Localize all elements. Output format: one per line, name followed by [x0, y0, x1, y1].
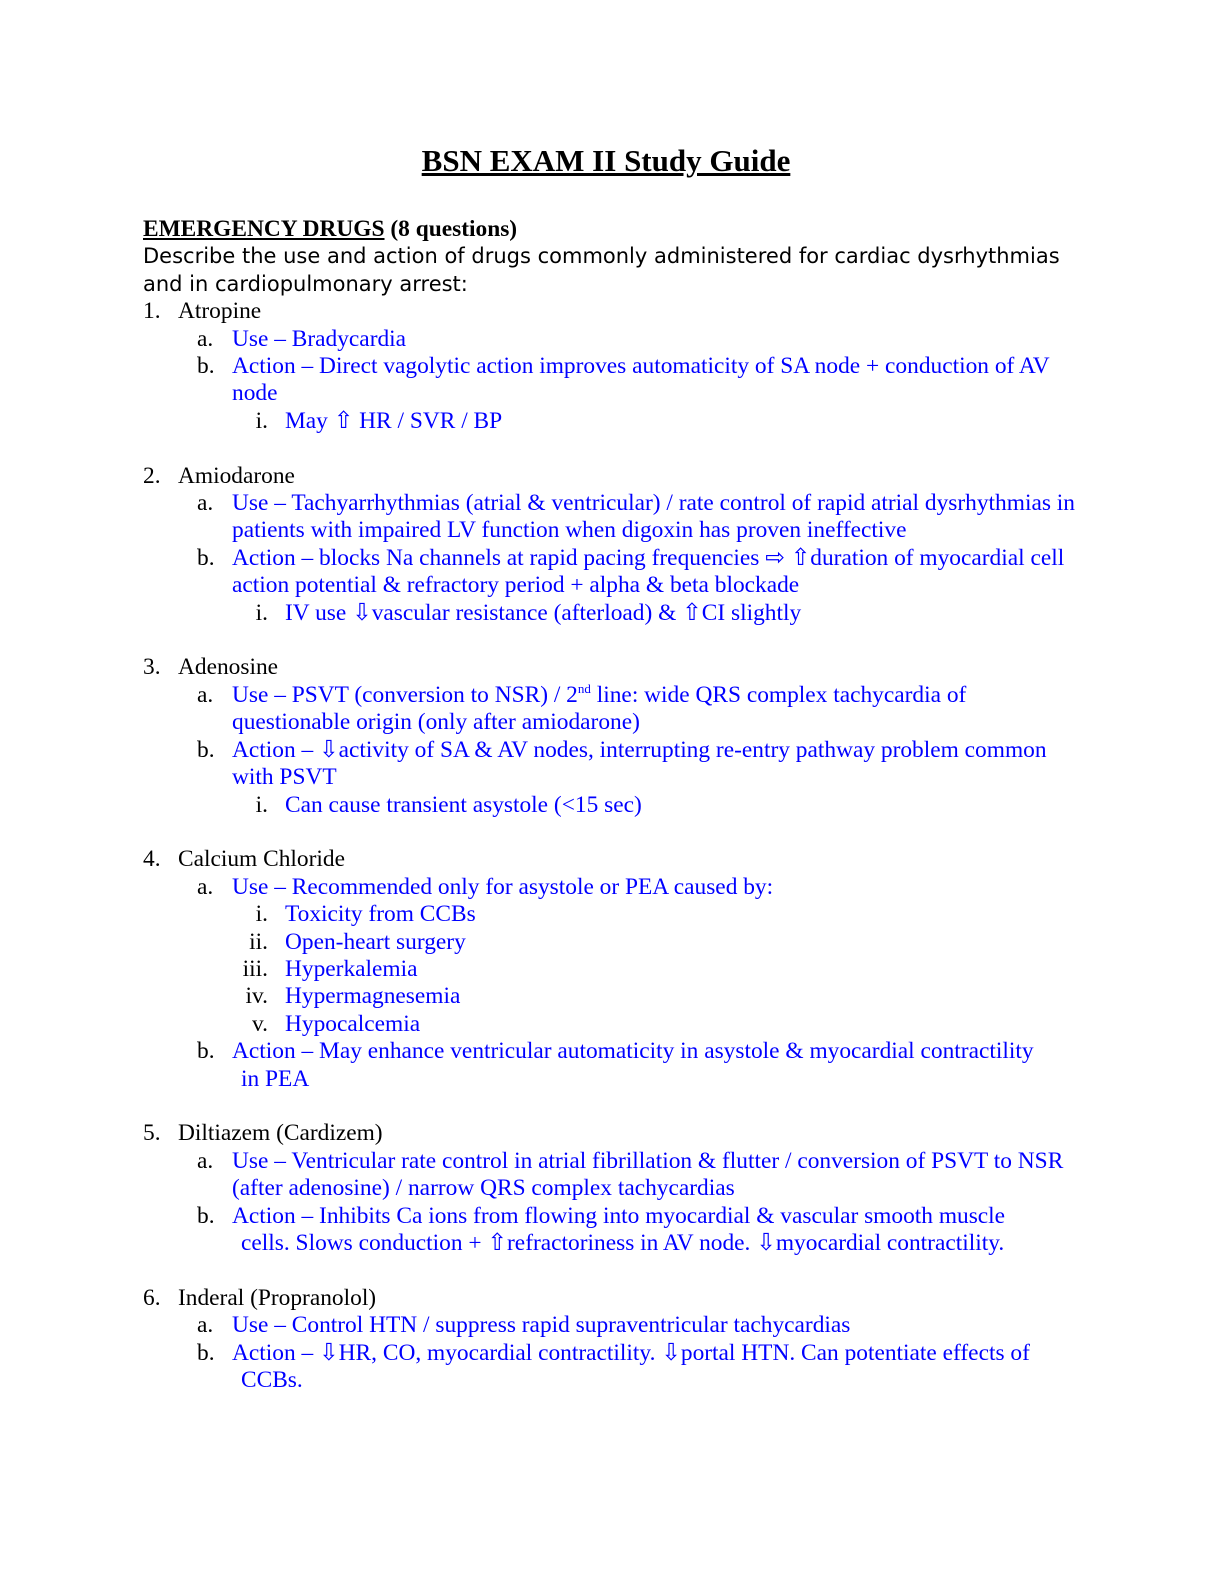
list-label: b.: [197, 353, 215, 380]
drug-action-text: Action – ⇩HR, CO, myocardial contractility. ⇩portal HTN. Can potentiate effects of: [232, 1339, 1030, 1366]
item-number: 6.: [143, 1284, 161, 1311]
drug-name: Atropine: [178, 298, 262, 325]
list-label: iv.: [245, 983, 268, 1010]
drug-use-text: Use – Control HTN / suppress rapid supraventricular tachycardias: [232, 1312, 851, 1339]
list-label: b.: [197, 1038, 215, 1065]
drug-use-cause: [143, 929, 1078, 956]
drug-item-amiodarone: [143, 463, 1078, 490]
section-description: Describe the use and action of drugs commonly administered for cardiac dysrhythmias and in cardiopulmonary arrest:: [143, 244, 1060, 296]
drug-item-atropine: [143, 298, 1078, 325]
spacer: [143, 1257, 1078, 1284]
drug-use: [143, 326, 1078, 353]
question-count: (8 questions): [390, 216, 518, 242]
item-number: 5.: [143, 1120, 161, 1147]
cause-text: Hyperkalemia: [285, 955, 418, 982]
list-label: i.: [255, 791, 268, 818]
drug-use-text: Use – PSVT (conversion to NSR) / 2: [232, 681, 578, 708]
drug-note: [143, 600, 1078, 627]
drug-item-diltiazem: [143, 1120, 1078, 1147]
cause-text: Toxicity from CCBs: [285, 901, 476, 928]
list-label: v.: [251, 1010, 268, 1037]
drug-use: [143, 1312, 1078, 1339]
drug-item-inderal: [143, 1285, 1078, 1312]
study-guide-body: [143, 216, 1078, 1394]
drug-name: Adenosine: [178, 654, 279, 681]
list-label: b.: [197, 1339, 215, 1366]
list-label: b.: [197, 736, 215, 763]
item-number: 4.: [143, 846, 161, 873]
drug-note-text: Can cause transient asystole (<15 sec): [285, 791, 642, 818]
list-label: i.: [255, 901, 268, 928]
cause-text: Hypocalcemia: [285, 1010, 421, 1037]
page-title: BSN EXAM II Study Guide: [421, 143, 791, 178]
drug-action: [143, 1038, 1078, 1093]
drug-action-text: Action – May enhance ventricular automaticity in asystole & myocardial contractility: [232, 1038, 1034, 1065]
spacer: [143, 627, 1078, 654]
list-label: a.: [197, 1147, 214, 1174]
list-label: a.: [197, 681, 214, 708]
drug-use-text: Use – Tachyarrhythmias (atrial & ventricular) / rate control of rapid atrial dysrhythmias in patients with impaired LV function when digoxin has proven ineffective: [232, 490, 1075, 544]
item-number: 2.: [143, 462, 161, 489]
list-label: i.: [255, 407, 268, 434]
drug-item-adenosine: [143, 654, 1078, 681]
drug-note: [143, 408, 1078, 435]
section-heading-title: EMERGENCY DRUGS: [143, 216, 385, 242]
drug-name: Inderal (Propranolol): [178, 1284, 377, 1311]
drug-action-text: Action – Direct vagolytic action improves automaticity of SA node + conduction of AV node: [232, 353, 1050, 407]
item-number: 1.: [143, 298, 161, 325]
drug-use-text: Use – Recommended only for asystole or PEA caused by:: [232, 873, 774, 900]
list-label: a.: [197, 1312, 214, 1339]
drug-use: [143, 682, 1078, 737]
drug-use-cause: [143, 1011, 1078, 1038]
superscript-ordinal: nd: [577, 680, 591, 696]
drug-action: [143, 1340, 1078, 1395]
drug-action: [143, 545, 1078, 600]
drug-note: [143, 792, 1078, 819]
drug-use-cause: [143, 956, 1078, 983]
drug-action-text-cont: in PEA: [241, 1065, 310, 1092]
drug-action: [143, 737, 1078, 792]
drug-use: [143, 874, 1078, 901]
list-label: a.: [197, 490, 214, 517]
drug-action: [143, 1203, 1078, 1258]
drug-use-text: Use – Bradycardia: [232, 325, 407, 352]
drug-name: Calcium Chloride: [178, 846, 345, 873]
drug-action-text: Action – ⇩activity of SA & AV nodes, interrupting re-entry pathway problem common with PSVT: [232, 736, 1047, 791]
drug-name: Amiodarone: [178, 462, 295, 489]
drug-use: [143, 490, 1078, 545]
list-label: i.: [255, 599, 268, 626]
spacer: [143, 435, 1078, 462]
drug-action-text-cont: cells. Slows conduction + ⇧refractoriness in AV node. ⇩myocardial contractility.: [241, 1229, 1005, 1256]
spacer: [143, 1093, 1078, 1120]
item-number: 3.: [143, 654, 161, 681]
cause-text: Hypermagnesemia: [285, 983, 461, 1010]
list-label: b.: [197, 544, 215, 571]
list-label: iii.: [242, 955, 268, 982]
drug-use: [143, 1148, 1078, 1203]
drug-note-text: May ⇧ HR / SVR / BP: [285, 407, 503, 434]
drug-action: [143, 353, 1078, 408]
drug-name: Diltiazem (Cardizem): [178, 1120, 383, 1147]
spacer: [143, 819, 1078, 846]
drug-item-calcium-chloride: [143, 846, 1078, 873]
drug-use-cause: [143, 983, 1078, 1010]
drug-note-text: IV use ⇩vascular resistance (afterload) & ⇧CI slightly: [285, 599, 802, 626]
drug-use-text: Use – Ventricular rate control in atrial fibrillation & flutter / conversion of PSVT to NSR (after adenosine) / narrow QRS complex tachycardias: [232, 1147, 1064, 1202]
drug-use-cause: [143, 901, 1078, 928]
list-label: ii.: [249, 928, 268, 955]
drug-action-text-cont: CCBs.: [241, 1366, 303, 1393]
drug-action-text: Action – Inhibits Ca ions from flowing into myocardial & vascular smooth muscle: [232, 1202, 1006, 1229]
list-label: b.: [197, 1202, 215, 1229]
list-label: a.: [197, 325, 214, 352]
drug-action-text: Action – blocks Na channels at rapid pacing frequencies ⇨ ⇧duration of myocardial cell action potential & refractory period + alpha & beta blockade: [232, 544, 1065, 599]
cause-text: Open-heart surgery: [285, 928, 466, 955]
drug-use-text-cont: line: wide QRS complex tachycardia of questionable origin (only after amiodarone): [232, 681, 967, 736]
section-heading: [143, 216, 1078, 243]
list-label: a.: [197, 873, 214, 900]
